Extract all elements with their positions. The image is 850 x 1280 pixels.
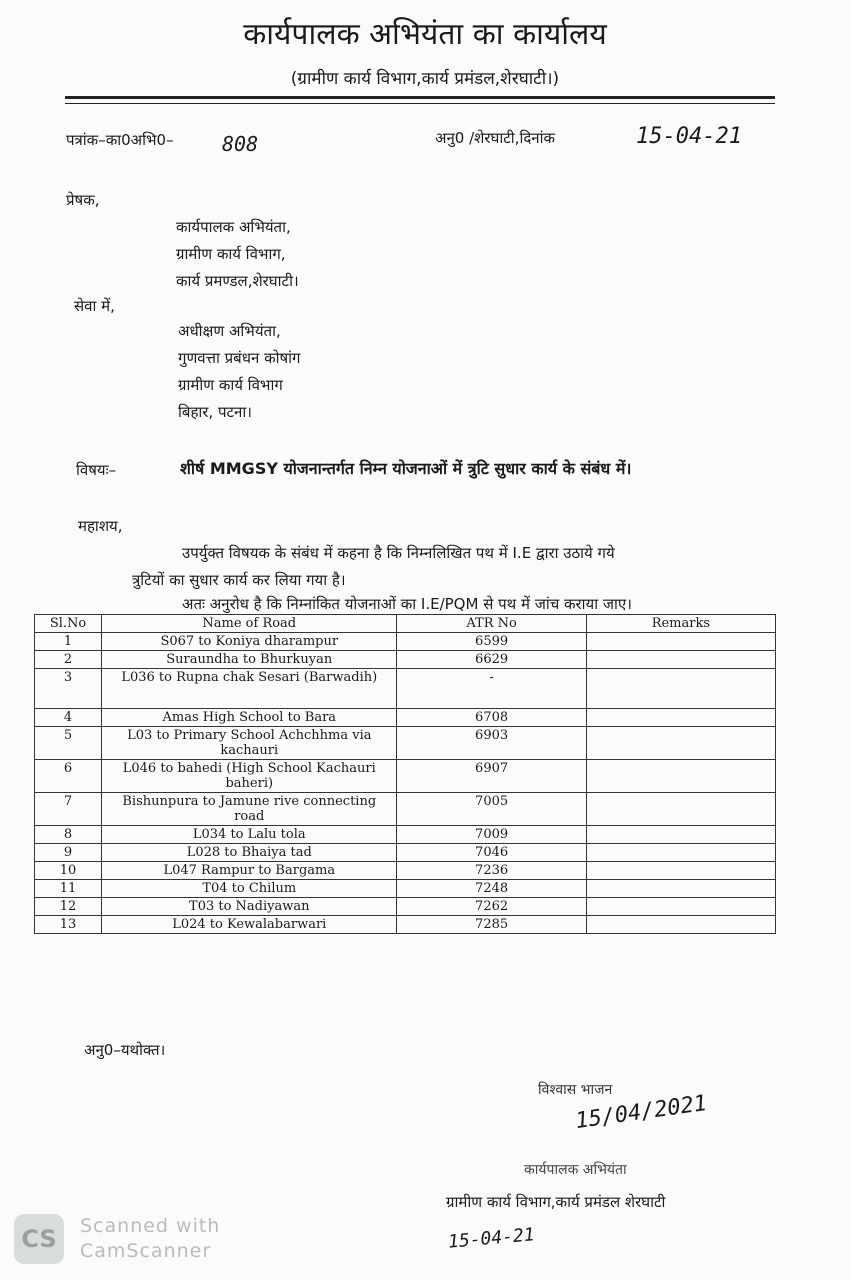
- row-atr-no: 7262: [397, 898, 586, 916]
- row-remarks: [586, 651, 775, 669]
- row-remarks: [586, 862, 775, 880]
- row-road-name: Suraundha to Bhurkuyan: [102, 651, 397, 669]
- letter-number: 808: [222, 132, 259, 156]
- place-date-label: अनु0 /शेरघाटी,दिनांक: [435, 129, 556, 147]
- row-atr-no: 7248: [397, 880, 586, 898]
- table-row: [35, 727, 776, 760]
- table-row: [35, 898, 776, 916]
- recipient-label: सेवा में,: [74, 297, 115, 315]
- office-title: कार्यपालक अभियंता का कार्यालय: [243, 17, 607, 52]
- row-sl-no: 11: [35, 880, 102, 898]
- row-sl-no: 13: [35, 916, 102, 934]
- letter-number-label: पत्रांक–का0अभि0–: [66, 131, 174, 149]
- row-road-name: L028 to Bhaiya tad: [102, 844, 397, 862]
- row-sl-no: 10: [35, 862, 102, 880]
- row-atr-no: 7009: [397, 826, 586, 844]
- recipient-line: अधीक्षण अभियंता,: [178, 322, 281, 340]
- recipient-line: गुणवत्ता प्रबंधन कोषांग: [178, 349, 301, 367]
- row-remarks: [586, 727, 775, 760]
- row-remarks: [586, 709, 775, 727]
- row-atr-no: 7046: [397, 844, 586, 862]
- row-remarks: [586, 633, 775, 651]
- camscanner-watermark: [80, 1214, 220, 1264]
- salutation: महाशय,: [78, 517, 123, 535]
- row-remarks: [586, 916, 775, 934]
- table-row: [35, 709, 776, 727]
- subject-label: विषयः–: [76, 461, 117, 479]
- row-sl-no: 1: [35, 633, 102, 651]
- row-sl-no: 9: [35, 844, 102, 862]
- row-road-name: Amas High School to Bara: [102, 709, 397, 727]
- sender-line: कार्य प्रमण्डल,शेरघाटी।: [176, 272, 299, 290]
- table-row: [35, 862, 776, 880]
- row-remarks: [586, 826, 775, 844]
- row-road-name: L047 Rampur to Bargama: [102, 862, 397, 880]
- signature-designation: कार्यपालक अभियंता: [524, 1162, 627, 1178]
- table-row: [35, 793, 776, 826]
- body-para1-line2: त्रुटियों का सुधार कार्य कर लिया गया है।: [132, 571, 346, 589]
- watermark-line1: Scanned with: [80, 1215, 221, 1237]
- row-sl-no: 7: [35, 793, 102, 826]
- signature-closing: विश्वास भाजन: [538, 1082, 613, 1098]
- row-road-name: L036 to Rupna chak Sesari (Barwadih): [102, 669, 397, 709]
- body-para2: अतः अनुरोध है कि निम्नांकित योजनाओं का I.E/PQM से पथ में जांच कराया जाए।: [182, 595, 632, 613]
- row-atr-no: 7285: [397, 916, 586, 934]
- row-road-name: S067 to Koniya dharampur: [102, 633, 397, 651]
- row-road-name: L046 to bahedi (High School Kachauri baheri): [102, 760, 397, 793]
- row-remarks: [586, 793, 775, 826]
- row-atr-no: 6907: [397, 760, 586, 793]
- table-row: [35, 633, 776, 651]
- sender-address: [176, 214, 299, 295]
- roads-table: [34, 614, 776, 934]
- sender-line: ग्रामीण कार्य विभाग,: [176, 245, 286, 263]
- watermark-line2: CamScanner: [80, 1240, 212, 1262]
- enclosure-note: अनु0–यथोक्त।: [84, 1041, 166, 1059]
- letter-date: 15-04-21: [636, 124, 742, 149]
- header-divider-thin: [65, 103, 775, 104]
- row-road-name: L03 to Primary School Achchhma via kachauri: [102, 727, 397, 760]
- table-row: [35, 916, 776, 934]
- recipient-line: बिहार, पटना।: [178, 403, 252, 421]
- row-sl-no: 8: [35, 826, 102, 844]
- row-road-name: T04 to Chilum: [102, 880, 397, 898]
- row-sl-no: 3: [35, 669, 102, 709]
- table-row: [35, 651, 776, 669]
- body-para1-line1: उपर्युक्त विषयक के संबंध में कहना है कि निम्नलिखित पथ में I.E द्वारा उठाये गये: [182, 544, 615, 562]
- table-row: [35, 826, 776, 844]
- row-road-name: L034 to Lalu tola: [102, 826, 397, 844]
- row-remarks: [586, 844, 775, 862]
- row-sl-no: 12: [35, 898, 102, 916]
- header-sl-no: Sl.No: [35, 615, 102, 633]
- row-atr-no: -: [397, 669, 586, 709]
- subject-text: शीर्ष MMGSY योजनान्तर्गत निम्न योजनाओं में त्रुटि सुधार कार्य के संबंध में।: [180, 459, 632, 478]
- handwritten-signature: 15/04/2021: [573, 1090, 709, 1135]
- sender-line: कार्यपालक अभियंता,: [176, 218, 291, 236]
- handwritten-date: 15-04-21: [447, 1224, 536, 1253]
- table-row: [35, 844, 776, 862]
- table-header-row: [35, 615, 776, 633]
- row-road-name: L024 to Kewalabarwari: [102, 916, 397, 934]
- row-road-name: Bishunpura to Jamune rive connecting road: [102, 793, 397, 826]
- office-subtitle: (ग्रामीण कार्य विभाग,कार्य प्रमंडल,शेरघाटी।): [290, 69, 560, 89]
- header-road-name: Name of Road: [102, 615, 397, 633]
- recipient-address: [178, 318, 300, 426]
- row-sl-no: 2: [35, 651, 102, 669]
- sender-label: प्रेषक,: [66, 191, 100, 209]
- table-row: [35, 669, 776, 709]
- row-sl-no: 4: [35, 709, 102, 727]
- row-atr-no: 6629: [397, 651, 586, 669]
- row-remarks: [586, 880, 775, 898]
- camscanner-logo-icon: CS: [14, 1214, 64, 1264]
- header-divider-thick: [65, 96, 775, 99]
- header-remarks: Remarks: [586, 615, 775, 633]
- header-atr-no: ATR No: [397, 615, 586, 633]
- recipient-line: ग्रामीण कार्य विभाग: [178, 376, 283, 394]
- row-atr-no: 6903: [397, 727, 586, 760]
- row-remarks: [586, 760, 775, 793]
- row-remarks: [586, 669, 775, 709]
- signature-office: ग्रामीण कार्य विभाग,कार्य प्रमंडल शेरघाटी: [446, 1193, 666, 1211]
- row-sl-no: 6: [35, 760, 102, 793]
- row-road-name: T03 to Nadiyawan: [102, 898, 397, 916]
- row-remarks: [586, 898, 775, 916]
- table-row: [35, 880, 776, 898]
- row-sl-no: 5: [35, 727, 102, 760]
- table-row: [35, 760, 776, 793]
- row-atr-no: 7236: [397, 862, 586, 880]
- row-atr-no: 6599: [397, 633, 586, 651]
- row-atr-no: 6708: [397, 709, 586, 727]
- row-atr-no: 7005: [397, 793, 586, 826]
